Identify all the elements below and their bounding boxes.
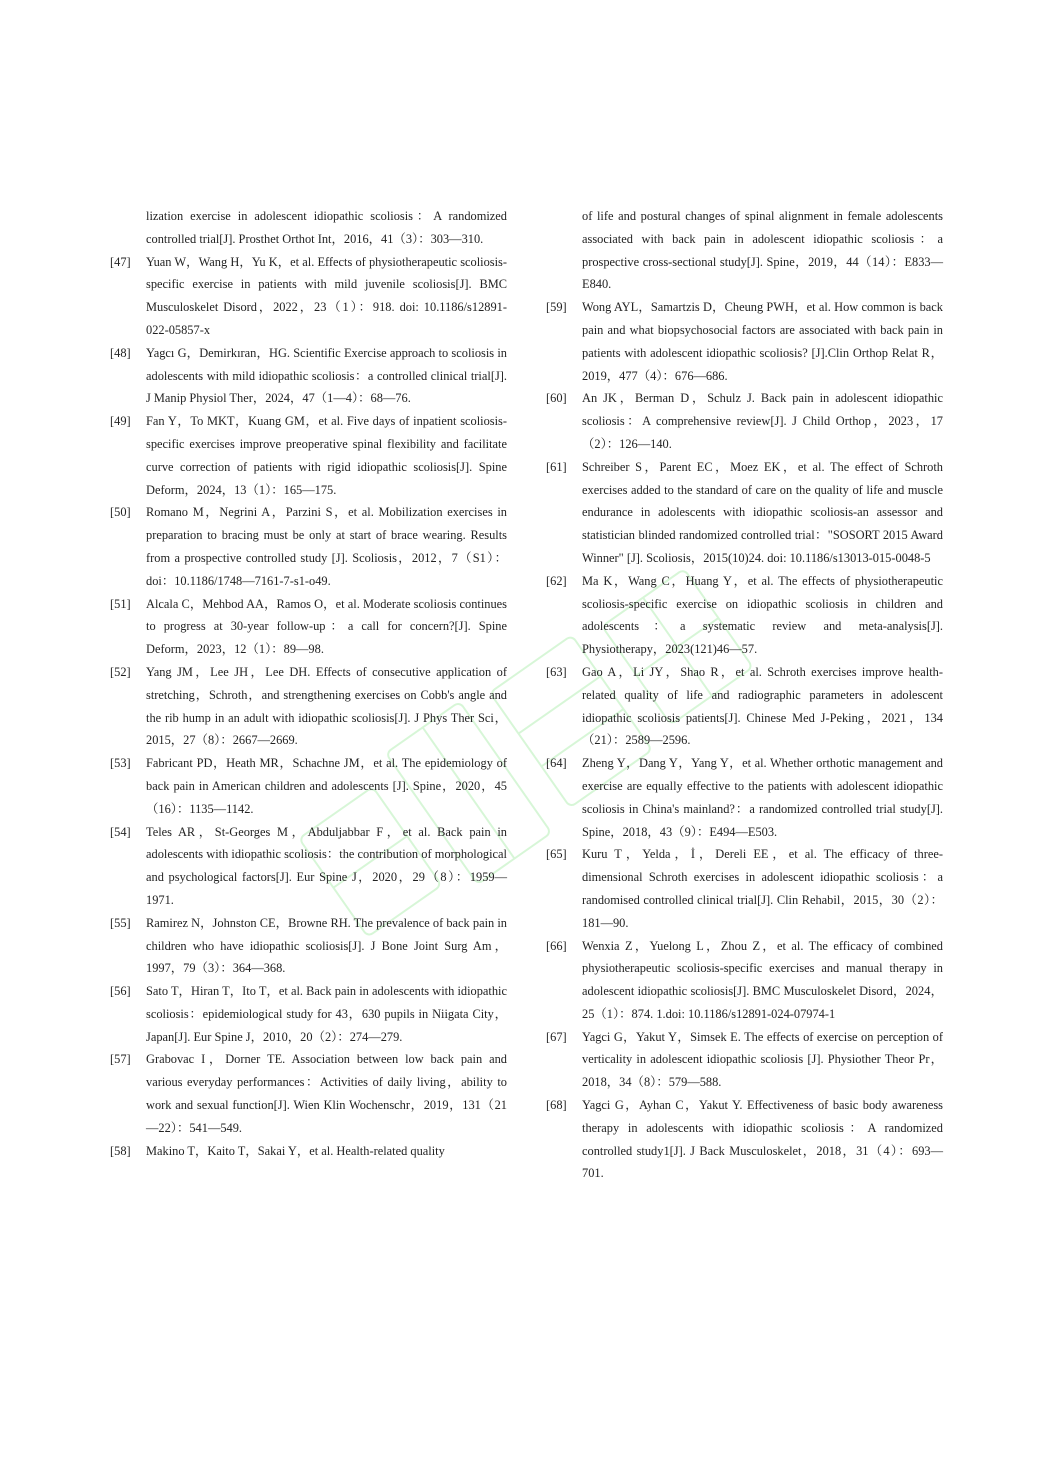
reference-text: Yagci G，Ayhan C，Yakut Y. Effectiveness of basic body awareness therapy in adolescents with idiopathic scoliosis：A randomized controlled study1[J]. J Back Musculoskelet，2018，31（4）：693—701. [582, 1098, 943, 1181]
right-column [543, 205, 943, 1185]
reference-text: Sato T，Hiran T，Ito T，et al. Back pain in adolescents with idiopathic scoliosis：epidemiological study for 43，630 pupils in Niigata City，Japan[J]. Eur Spine J，2010，20（2）：274—279. [146, 984, 507, 1044]
reference-number: [53] [110, 756, 131, 771]
reference-text: Yang JM，Lee JH，Lee DH. Effects of consecutive application of stretching，Schroth，and strengthening exercises on Cobb's angle and the rib hump in an adult with idiopathic scoliosis[J]. J Phys Ther Sci，2015，27（8）：2667—2669. [146, 664, 507, 748]
reference-number: [47] [110, 254, 131, 269]
reference-text: Kuru T，Yelda，İ，Dereli EE，et al. The efficacy of three-dimensional Schroth exercises in adolescent idiopathic scoliosis：a randomised controlled clinical trial[J]. Clin Rehabil，2015，30（2）：181—90. [582, 847, 943, 930]
reference-item [543, 1026, 943, 1094]
reference-text: Ma K，Wang C，Huang Y，et al. The effects of physiotherapeutic scoliosis-specific exercise on idiopathic scoliosis in children and adolescents：a systematic review and meta-analysis[J]. Physiotherapy，2023(121)46—57. [582, 573, 943, 657]
reference-item [543, 752, 943, 843]
reference-text: Yuan W，Wang H，Yu K，et al. Effects of physiotherapeutic scoliosis-specific exercise in patients with mild juvenile scoliosis[J]. BMC Musculoskelet Disord，2022，23（1）：918. doi: 10.1186/s12891-022-05857-x [146, 254, 507, 337]
reference-number: [58] [110, 1143, 131, 1158]
reference-item [107, 251, 507, 342]
reference-item [107, 501, 507, 592]
reference-item [543, 843, 943, 934]
reference-text: Fan Y，To MKT，Kuang GM，et al. Five days of inpatient scoliosis-specific exercises improve preoperative spinal flexibility and facilitate curve correction of patients with rigid idiopathic scoliosis[J]. Spine Deform，2024，13（1）：165—175. [146, 414, 507, 497]
reference-text: Yagci G，Yakut Y，Simsek E. The effects of exercise on perception of verticality in adolescent idiopathic scoliosis [J]. Physiother Theor Pr，2018，34（8）：579—588. [582, 1029, 943, 1090]
reference-number: [64] [546, 756, 567, 771]
reference-text: Wong AYL，Samartzis D，Cheung PWH，et al. How common is back pain and what biopsychosocial factors are associated with back pain in patients with adolescent idiopathic scoliosis? [J].Clin Orthop Relat R，2019，477（4）：676—686. [582, 300, 943, 383]
reference-number: [62] [546, 573, 567, 588]
reference-item [543, 296, 943, 387]
reference-number: [59] [546, 300, 567, 315]
reference-item [543, 387, 943, 455]
reference-item [543, 935, 943, 1026]
reference-text: An JK，Berman D，Schulz J. Back pain in adolescent idiopathic scoliosis：A comprehensive review[J]. J Child Orthop，2023，17（2）：126—140. [582, 391, 943, 451]
reference-item [107, 821, 507, 912]
reference-text: Ramirez N，Johnston CE，Browne RH. The prevalence of back pain in children who have idiopathic scoliosis[J]. J Bone Joint Surg Am，1997，79（3）：364—368. [146, 915, 507, 976]
reference-number: [60] [546, 391, 567, 406]
reference-text: of life and postural changes of spinal alignment in female adolescents associated with back pain in adolescent idiopathic scoliosis：a prospective cross-sectional study[J]. Spine，2019，44（14）：E833—E840. [582, 209, 943, 292]
reference-continuation [543, 205, 943, 296]
reference-text: Gao A，Li JY，Shao R，et al. Schroth exercises improve health-related quality of life and radiographic parameters in adolescent idiopathic scoliosis patients[J]. Chinese Med J-Peking，2021，134（21）：2589—2596. [582, 664, 943, 748]
reference-continuation [107, 205, 507, 251]
reference-number: [56] [110, 984, 131, 999]
reference-item [107, 661, 507, 752]
reference-item [107, 1140, 507, 1163]
reference-number: [61] [546, 459, 567, 474]
reference-number: [51] [110, 596, 131, 611]
reference-text: Fabricant PD，Heath MR，Schachne JM，et al. The epidemiology of back pain in American children and adolescents [J]. Spine，2020，45（16）：1135—1142. [146, 756, 507, 816]
reference-number: [48] [110, 345, 131, 360]
reference-number: [50] [110, 505, 131, 520]
reference-number: [55] [110, 915, 131, 930]
reference-item [543, 570, 943, 661]
reference-item [107, 593, 507, 661]
reference-number: [49] [110, 414, 131, 429]
reference-text: Romano M，Negrini A，Parzini S，et al. Mobilization exercises in preparation to bracing must be only at start of brace wearing. Results from a prospective controlled study [J]. Scoliosis，2012，7（S1）：doi：10.1186/1748—7161-7-s1-o49. [146, 505, 507, 588]
reference-text: Wenxia Z，Yuelong L，Zhou Z，et al. The efficacy of combined physiotherapeutic scoliosis-specific exercises and manual therapy in adolescent idiopathic scoliosis[J]. BMC Musculoskelet Disord，2024，25（1）：874. 1.doi: 10.1186/s12891-024-07974-1 [582, 938, 943, 1021]
reference-text: Yagcı G，Demirkıran，HG. Scientific Exercise approach to scoliosis in adolescents with mild idiopathic scoliosis：a controlled clinical trial[J]. J Manip Physiol Ther，2024，47（1—4）：68—76. [146, 345, 507, 406]
reference-item [107, 752, 507, 820]
reference-item [107, 1048, 507, 1139]
reference-number: [54] [110, 824, 131, 839]
reference-text: lization exercise in adolescent idiopathic scoliosis：A randomized controlled trial[J]. Prosthet Orthot Int，2016，41（3）：303—310. [146, 209, 507, 246]
reference-number: [68] [546, 1098, 567, 1113]
reference-text: Alcala C，Mehbod AA，Ramos O，et al. Moderate scoliosis continues to progress at 30-year follow-up：a call for concern?[J]. Spine Deform，2023，12（1）：89—98. [146, 596, 507, 657]
reference-text: Schreiber S，Parent EC，Moez EK，et al. The effect of Schroth exercises added to the standard of care on the quality of life and muscle endurance in adolescents with idiopathic scoliosis-an assessor and statistician blinded randomized controlled trial："SOSORT 2015 Award Winner" [J]. Scoliosis，2015(10)24. doi: 10.1186/s13013-015-0048-5 [582, 459, 943, 565]
reference-text: Makino T，Kaito T，Sakai Y，et al. Health-related quality [146, 1143, 445, 1158]
reference-item [107, 980, 507, 1048]
reference-number: [52] [110, 664, 131, 679]
reference-number: [67] [546, 1029, 567, 1044]
reference-item [107, 342, 507, 410]
reference-item [543, 661, 943, 752]
reference-number: [57] [110, 1052, 131, 1067]
reference-item [543, 456, 943, 570]
reference-text: Grabovac I，Dorner TE. Association between low back pain and various everyday performances：Activities of daily living，ability to work and sexual function[J]. Wien Klin Wochenschr，2019，131（21—22）：541—549. [146, 1052, 507, 1135]
left-column [107, 205, 507, 1162]
reference-number: [63] [546, 664, 567, 679]
reference-number: [66] [546, 938, 567, 953]
reference-text: Zheng Y，Dang Y，Yang Y，et al. Whether orthotic management and exercise are equally effective to the patients with adolescent idiopathic scoliosis in China's mainland?：a randomized controlled trial study[J]. Spine，2018，43（9）：E494—E503. [582, 756, 943, 839]
reference-item [107, 912, 507, 980]
reference-item [543, 1094, 943, 1185]
reference-text: Teles AR，St-Georges M，Abduljabbar F，et al. Back pain in adolescents with idiopathic scoliosis：the contribution of morphological and psychological factors[J]. Eur Spine J，2020，29（8）：1959—1971. [146, 824, 507, 907]
reference-item [107, 410, 507, 501]
reference-number: [65] [546, 847, 567, 862]
